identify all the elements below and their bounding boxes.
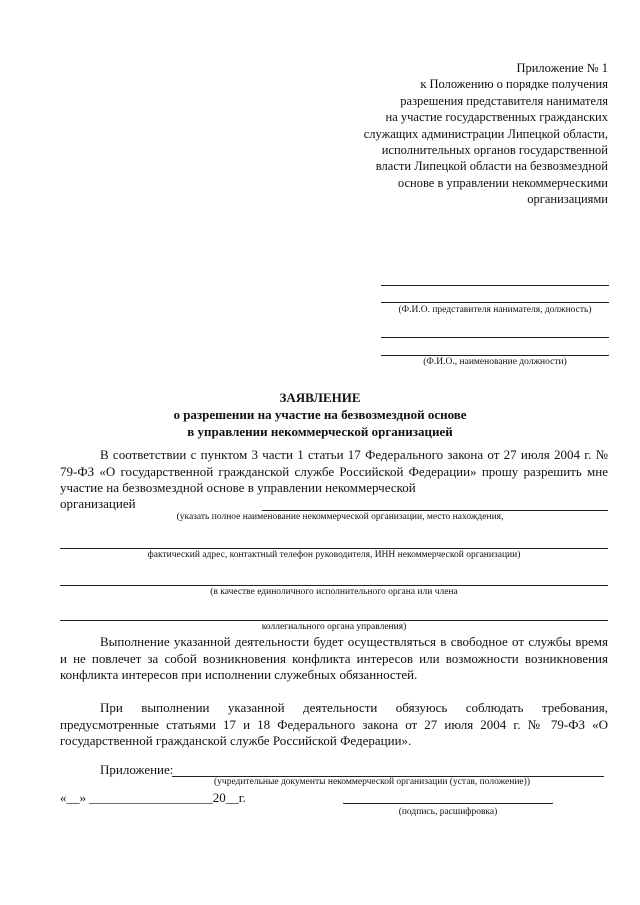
appendix-line: власти Липецкой области на безвозмездной — [375, 159, 608, 174]
appendix-line: на участие государственных гражданских — [385, 110, 608, 125]
addressee-caption-1: (Ф.И.О. представителя нанимателя, должность) — [398, 305, 592, 315]
capacity-line — [60, 585, 608, 586]
document-subtitle-2: в управлении некоммерческой организацией — [187, 424, 453, 439]
addressee-line-2 — [381, 302, 609, 303]
addressee-line-4 — [381, 355, 609, 356]
attachment-label: Приложение: — [100, 762, 174, 777]
addressee-caption-2: (Ф.И.О., наименование должности) — [423, 357, 567, 367]
attachment-caption: (учредительные документы некоммерческой организации (устав, положение)) — [214, 777, 530, 787]
signature-caption: (подпись, расшифровка) — [398, 807, 498, 817]
appendix-header — [308, 60, 608, 208]
org-name-line — [262, 510, 608, 511]
date-field: «__» ___________________20__г. — [60, 790, 246, 805]
caption-collegial: коллегиального органа управления) — [261, 622, 407, 632]
document-subtitle-1: о разрешении на участие на безвозмездной основе — [173, 407, 467, 422]
appendix-line: организациями — [527, 192, 608, 207]
appendix-line: исполнительных органов государственной — [381, 143, 608, 158]
caption-address: фактический адрес, контактный телефон руководителя, ИНН некоммерческой организации) — [147, 550, 521, 560]
paragraph-request: В соответствии с пунктом 3 части 1 статьи 17 Федерального закона от 27 июля 2004 г. № 79-ФЗ «О государственной гражданской службе Российской Федерации» прошу разрешить мне участие на безвозмездной основе в управлении некоммерческой — [60, 447, 608, 495]
appendix-line: к Положению о порядке получения — [420, 77, 608, 92]
appendix-line: разрешения представителя нанимателя — [400, 93, 608, 108]
appendix-line: служащих администрации Липецкой области, — [363, 126, 608, 141]
caption-org: (указать полное наименование некоммерческой организации, место нахождения, — [176, 512, 504, 522]
signature-line — [343, 803, 553, 804]
document-title: ЗАЯВЛЕНИЕ — [279, 390, 361, 405]
org-address-line — [60, 548, 608, 549]
paragraph-conditions: Выполнение указанной деятельности будет осуществляться в свободное от службы время и не повлечет за собой возникновения конфликта интересов или возможности возникновения конфликта интересов при исполнении служебных обязанностей. — [60, 634, 608, 682]
paragraph-obligation: При выполнении указанной деятельности обязуюсь соблюдать требования, предусмотренные статьями 17 и 18 Федерального закона от 27 июля 2004 г. № 79-ФЗ «О государственной гражданской службе Российской Федерации». — [60, 700, 608, 748]
collegial-line — [60, 620, 608, 621]
addressee-line-3 — [381, 337, 609, 338]
appendix-line: основе в управлении некоммерческими — [397, 175, 608, 190]
caption-capacity: (в качестве единоличного исполнительного органа или члена — [210, 587, 458, 597]
appendix-line: Приложение № 1 — [516, 61, 608, 75]
org-label: организацией — [60, 496, 136, 511]
addressee-line-1 — [381, 285, 609, 286]
